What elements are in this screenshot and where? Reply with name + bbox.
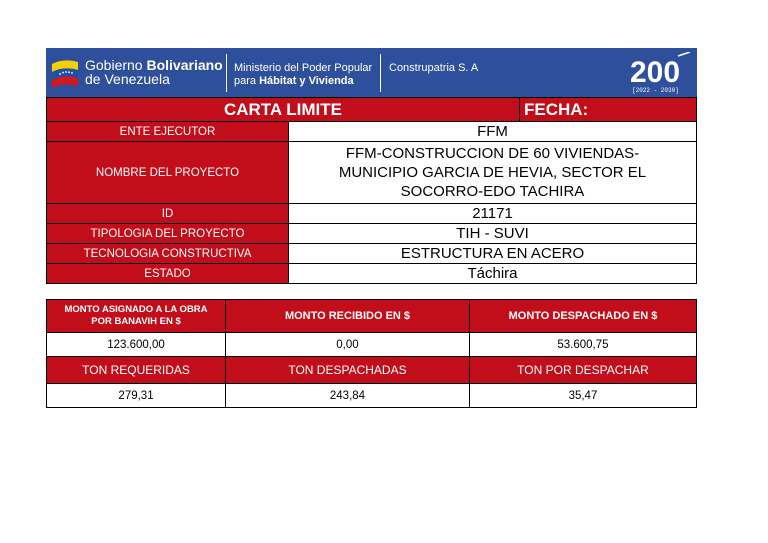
value-ton-despachadas: 243,84: [226, 384, 470, 408]
value-monto-despachado: 53.600,75: [469, 333, 696, 357]
header-ton-requeridas: TON REQUERIDAS: [47, 357, 226, 384]
value-id: 21171: [289, 204, 697, 224]
value-tecnologia: ESTRUCTURA EN ACERO: [289, 244, 697, 264]
emblem-years: [2022 - 2030]: [632, 87, 679, 94]
label-estado: ESTADO: [47, 264, 289, 284]
emblem-number: 200: [630, 56, 681, 89]
value-ton-por-despachar: 35,47: [469, 384, 696, 408]
divider: [380, 54, 381, 92]
fecha-label: FECHA:: [520, 98, 697, 122]
header-ton-por-despachar: TON POR DESPACHAR: [469, 357, 696, 384]
header-ton-despachadas: TON DESPACHADAS: [226, 357, 470, 384]
label-nombre-proyecto: NOMBRE DEL PROYECTO: [47, 142, 289, 204]
carta-title: CARTA LIMITE: [47, 98, 520, 122]
label-tipologia: TIPOLOGIA DEL PROYECTO: [47, 224, 289, 244]
header-banner: [46, 48, 697, 97]
label-id: ID: [47, 204, 289, 224]
company-name: Construpatria S. A: [389, 62, 479, 74]
carta-limite-table: [46, 97, 697, 284]
value-nombre-proyecto: FFM-CONSTRUCCION DE 60 VIVIENDAS-MUNICIPIO GARCIA DE HEVIA, SECTOR EL SOCORRO-EDO TACHIRA: [289, 142, 697, 204]
value-ton-requeridas: 279,31: [47, 384, 226, 408]
header-monto-despachado: MONTO DESPACHADO EN $: [469, 300, 696, 333]
bicentennial-emblem-icon: [628, 52, 694, 94]
value-tipologia: TIH - SUVI: [289, 224, 697, 244]
label-ente-ejecutor: ENTE EJECUTOR: [47, 122, 289, 142]
header-monto-recibido: MONTO RECIBIDO EN $: [226, 300, 470, 333]
header-monto-asignado: MONTO ASIGNADO A LA OBRA POR BANAVIH EN $: [47, 300, 226, 333]
value-ente-ejecutor: FFM: [289, 122, 697, 142]
value-monto-recibido: 0,00: [226, 333, 470, 357]
montos-table: [46, 299, 697, 408]
venezuela-flag-icon: [50, 54, 80, 90]
value-estado: Táchira: [289, 264, 697, 284]
government-name: Gobierno Bolivariano de Venezuela: [85, 57, 223, 87]
divider: [226, 54, 227, 92]
ministry-name: Ministerio del Poder Popular para Hábitat y Vivienda: [234, 62, 373, 87]
value-monto-asignado: 123.600,00: [47, 333, 226, 357]
label-tecnologia: TECNOLOGIA CONSTRUCTIVA: [47, 244, 289, 264]
